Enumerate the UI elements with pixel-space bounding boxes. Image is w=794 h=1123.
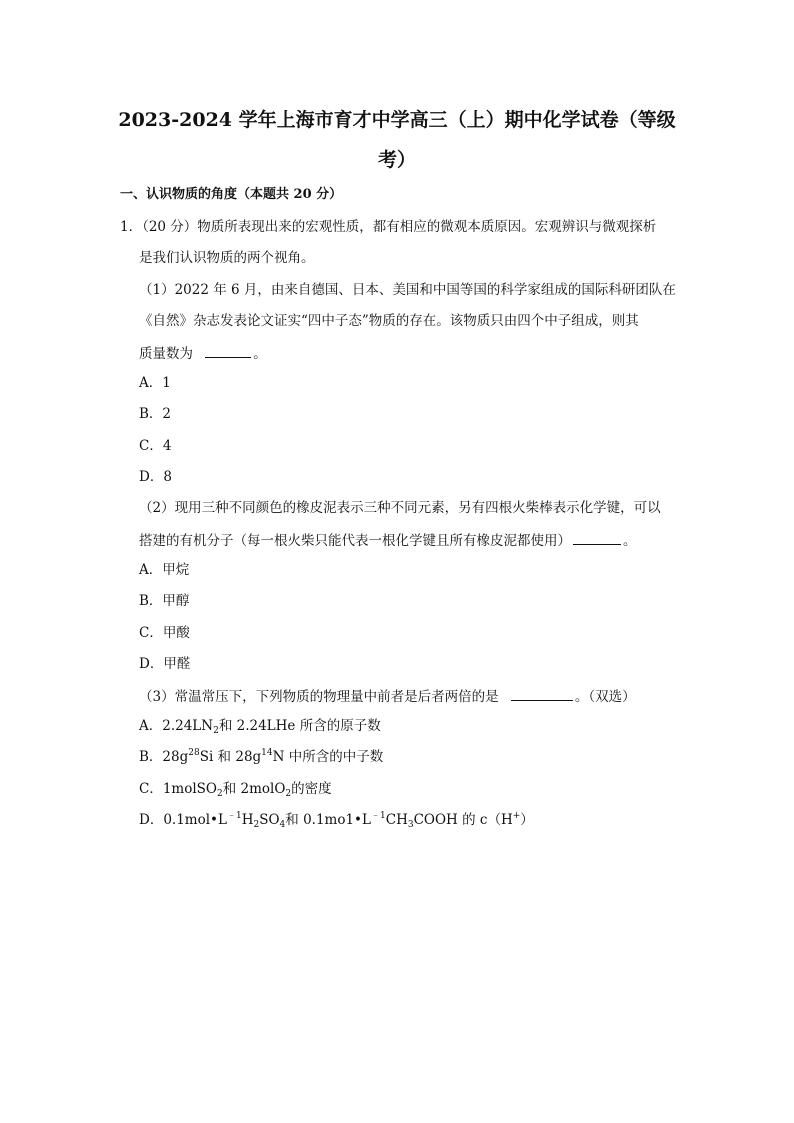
part2-option-a: A．甲烷 [139, 562, 190, 578]
option-text: H [241, 812, 254, 828]
exam-title [110, 100, 684, 180]
superscript: 28 [188, 748, 200, 758]
part2-line-2-end: 。 [623, 533, 637, 549]
answer-blank[interactable] [511, 686, 573, 701]
option-text: CH [385, 812, 408, 828]
subscript: 2 [213, 726, 219, 736]
q1-stem-line-2: 是我们认识物质的两个视角。 [139, 250, 315, 266]
title-line-1: 2023-2024 学年上海市育才中学高三（上）期中化学试卷（等级 [118, 109, 676, 131]
superscript: ﹣1 [226, 811, 242, 821]
part1-line-2: 《自然》杂志发表论文证实“四中子态”物质的存在。该物质只由四个中子组成，则其 [139, 313, 639, 329]
option-text: N 中所含的中子数 [272, 749, 384, 765]
option-text: 和 2molO [222, 781, 286, 797]
part3-line-1-end: 。（双选） [574, 689, 636, 705]
subscript: 2 [253, 820, 260, 830]
part3-option-a [139, 717, 381, 735]
option-text: A．2.24LN [139, 718, 214, 734]
part3-option-c [139, 780, 332, 798]
option-text: 和 2.24LHe 所含的原子数 [218, 718, 381, 734]
option-text: C．1molSO [139, 781, 217, 797]
q1-stem-line-1: 1．（20 分）物质所表现出来的宏观性质，都有相应的微观本质原因。宏观辨识与微观探析 [120, 219, 657, 235]
part1-option-a: A．1 [139, 375, 171, 391]
option-text: Si 和 28g [199, 749, 262, 765]
option-text: SO [259, 812, 280, 828]
subscript: 2 [285, 789, 292, 799]
superscript: ﹣1 [371, 811, 386, 821]
part3-option-b [139, 748, 383, 766]
part2-option-d: D．甲醛 [139, 656, 191, 672]
part1-line-3-end: 。 [253, 346, 267, 362]
part3-line-1-text: （3）常温常压下，下列物质的物理量中前者是后者两倍的是 [139, 689, 499, 705]
part1-line-3 [139, 343, 267, 363]
subscript: 4 [279, 820, 286, 830]
part2-line-2 [139, 530, 637, 550]
option-text: ） [520, 812, 534, 828]
part2-option-b: B．甲醇 [139, 593, 190, 609]
part1-option-c: C．4 [139, 438, 172, 454]
part1-line-3-text: 质量数为 [139, 346, 193, 362]
answer-blank[interactable] [573, 530, 621, 545]
superscript: 14 [261, 748, 273, 758]
option-text: COOH 的 c（H [413, 812, 513, 828]
part2-line-1: （2）现用三种不同颜色的橡皮泥表示三种不同元素，另有四根火柴棒表示化学键，可以 [139, 500, 661, 516]
option-text: 和 0.1mo1•L [285, 812, 371, 828]
part1-line-1: （1）2022 年 6 月，由来自德国、日本、美国和中国等国的科学家组成的国际科研团队在 [139, 282, 676, 298]
part3-line-1 [139, 686, 636, 706]
part2-option-c: C．甲酸 [139, 625, 190, 641]
subscript: 2 [216, 789, 223, 799]
title-line-2: 考） [377, 149, 416, 171]
part2-line-2-text: 搭建的有机分子（每一根火柴只能代表一根化学键且所有橡皮泥都使用） [139, 533, 571, 549]
option-text: D．0.1mol•L [139, 812, 227, 828]
part3-option-d [139, 811, 534, 829]
part1-option-b: B．2 [139, 406, 172, 422]
answer-blank[interactable] [205, 343, 251, 358]
option-text: B．28g [139, 749, 189, 765]
section-heading: 一、认识物质的角度（本题共 20 分） [120, 187, 343, 202]
superscript: + [512, 811, 521, 821]
part1-option-d: D．8 [139, 469, 172, 485]
option-text: 的密度 [291, 781, 332, 797]
subscript: 3 [407, 820, 414, 830]
